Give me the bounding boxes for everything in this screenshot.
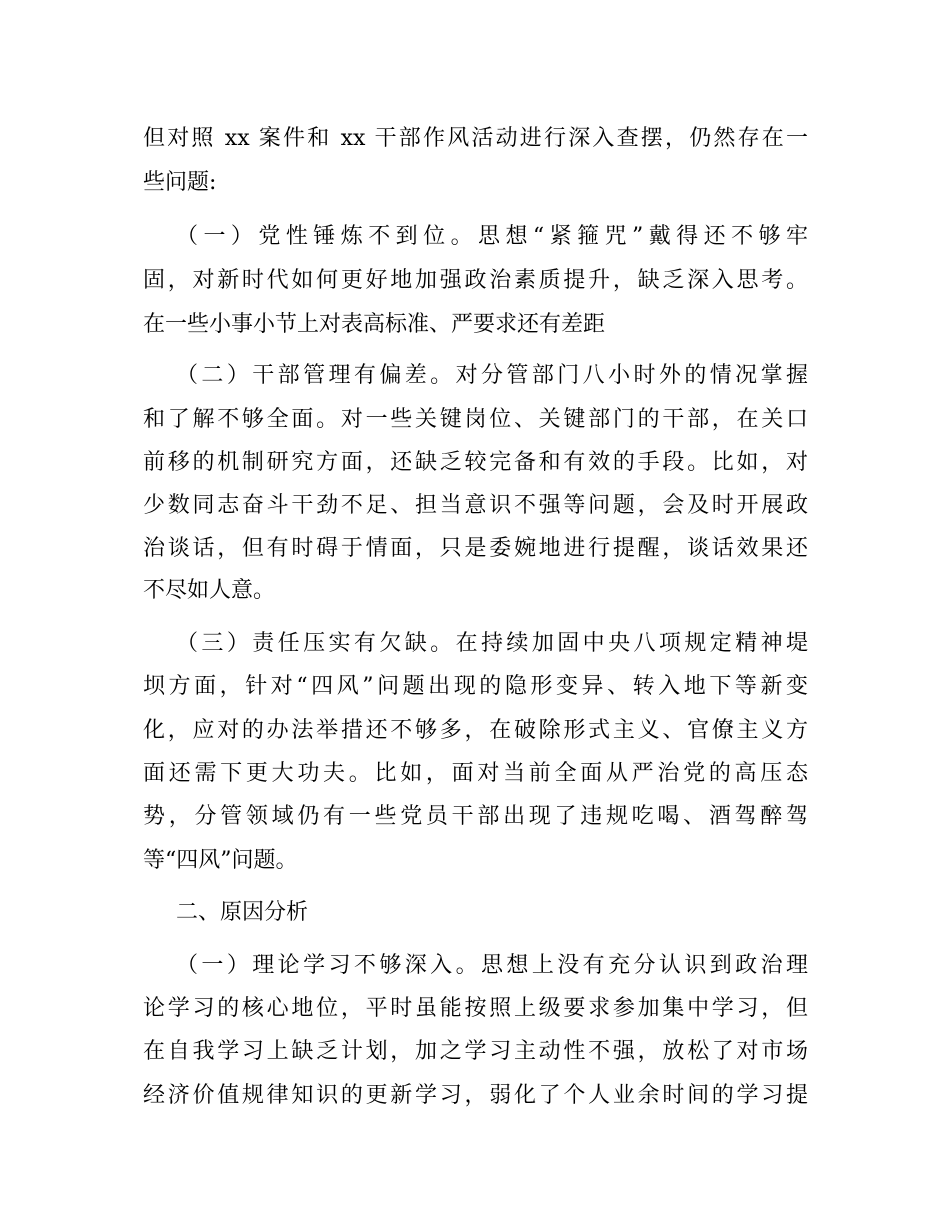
paragraph-line: 论学习的核心地位，平时虽能按照上级要求参加集中学习，但 bbox=[143, 996, 808, 1021]
paragraph-line: 固，对新时代如何更好地加强政治素质提升，缺乏深入思考。 bbox=[143, 268, 808, 293]
paragraph-line: 在一些小事小节上对表高标准、严要求还有差距 bbox=[143, 312, 606, 337]
paragraph-line: 不尽如人意。 bbox=[143, 578, 276, 603]
paragraph-line: 经济价值规律知识的更新学习，弱化了个人业余时间的学习提 bbox=[143, 1083, 808, 1108]
paragraph-line: 坝方面，针对“四风”问题出现的隐形变异、转入地下等新变 bbox=[143, 674, 808, 699]
paragraph-line: 面还需下更大功夫。比如，面对当前全面从严治党的高压态 bbox=[143, 761, 808, 786]
section-heading-line: （三）责任压实有欠缺。在持续加固中央八项规定精神堤 bbox=[176, 631, 808, 656]
paragraph-line: 但对照 xx 案件和 xx 干部作风活动进行深入查摆，仍然存在一 bbox=[143, 126, 808, 151]
paragraph-line: 和了解不够全面。对一些关键岗位、关键部门的干部，在关口 bbox=[143, 407, 808, 432]
section-heading-line: （一）党性锤炼不到位。思想“紧箍咒”戴得还不够牢 bbox=[176, 224, 808, 249]
paragraph-line: 些问题: bbox=[143, 170, 217, 195]
paragraph-line: 少数同志奋斗干劲不足、担当意识不强等问题，会及时开展政 bbox=[143, 493, 808, 518]
section-heading-line: （二）干部管理有偏差。对分管部门八小时外的情况掌握 bbox=[176, 363, 808, 388]
paragraph-line: 前移的机制研究方面，还缺乏较完备和有效的手段。比如，对 bbox=[143, 450, 808, 475]
section-heading-line: （一）理论学习不够深入。思想上没有充分认识到政治理 bbox=[176, 953, 808, 978]
paragraph-line: 治谈话，但有时碍于情面，只是委婉地进行提醒，谈话效果还 bbox=[143, 536, 808, 561]
chapter-heading: 二、原因分析 bbox=[176, 900, 309, 925]
paragraph-line: 等“四风”问题。 bbox=[143, 848, 298, 873]
paragraph-line: 势，分管领域仍有一些党员干部出现了违规吃喝、酒驾醉驾 bbox=[143, 804, 808, 829]
paragraph-line: 化，应对的办法举措还不够多，在破除形式主义、官僚主义方 bbox=[143, 718, 808, 743]
paragraph-line: 在自我学习上缺乏计划，加之学习主动性不强，放松了对市场 bbox=[143, 1039, 808, 1064]
